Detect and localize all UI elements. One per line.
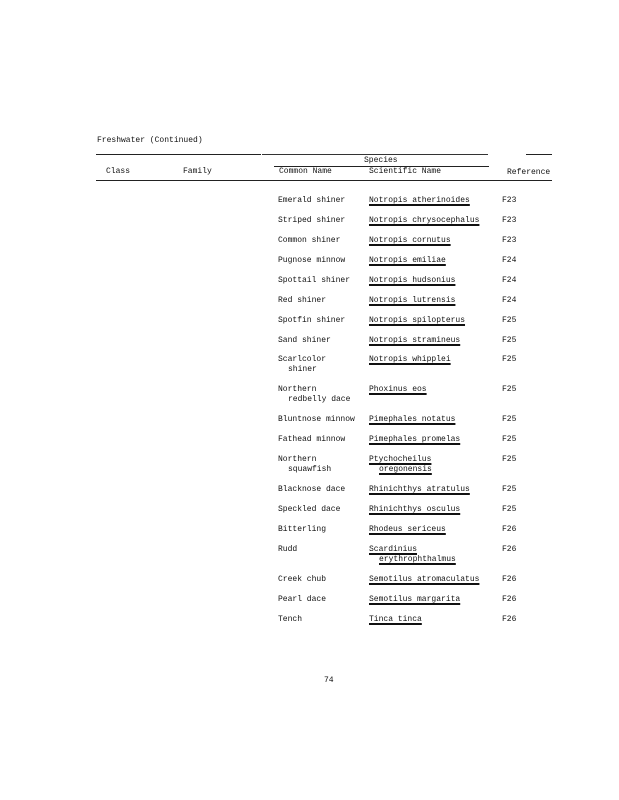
common-name-line: Northern <box>278 455 317 464</box>
common-name-cell <box>278 415 355 425</box>
reference-cell: F26 <box>502 595 517 604</box>
common-name-cell <box>278 525 326 535</box>
scientific-name-line: Notropis whipplei <box>369 355 451 364</box>
reference-cell: F25 <box>502 336 517 345</box>
scientific-name-cell <box>369 615 422 625</box>
scientific-name-cell <box>369 415 455 425</box>
common-name-cell <box>278 435 345 445</box>
reference-cell: F25 <box>502 316 517 325</box>
common-name-cell <box>278 256 345 266</box>
scientific-name-cell <box>369 296 455 306</box>
scientific-name-line: Pimephales promelas <box>369 435 461 444</box>
scientific-name-line: Tinca tinca <box>369 615 422 624</box>
reference-cell: F26 <box>502 525 517 534</box>
common-name-line: Sand shiner <box>278 336 331 345</box>
common-name-cell <box>278 505 340 515</box>
scientific-name-cell <box>369 236 451 246</box>
class-header: Class <box>106 167 131 176</box>
reference-cell: F25 <box>502 485 517 494</box>
reference-cell: F23 <box>502 196 517 205</box>
common-name-line: Striped shiner <box>278 216 346 225</box>
common-name-cell <box>278 355 326 375</box>
common-name-cell <box>278 385 350 405</box>
species-header: Species <box>364 156 398 165</box>
reference-cell: F26 <box>502 545 517 554</box>
scientific-name-cell <box>369 505 460 515</box>
common-name-line: Spotfin shiner <box>278 316 346 325</box>
reference-cell: F23 <box>502 236 517 245</box>
common-name-cell <box>278 216 345 226</box>
scientific-name-line: Scardinius <box>369 545 418 554</box>
common-name-line: Northern <box>278 385 317 394</box>
section-title: Freshwater (Continued) <box>97 136 203 145</box>
scientific-name-cell <box>369 525 446 535</box>
common-name-line: Blacknose dace <box>278 485 346 494</box>
scientific-name-line: Rhodeus sericeus <box>369 525 446 534</box>
scientific-name-cell <box>369 336 460 346</box>
common-name-cell <box>278 545 297 555</box>
common-name-cell <box>278 236 340 246</box>
common-name-line: Pearl dace <box>278 595 327 604</box>
common-name-line: Rudd <box>278 545 298 554</box>
reference-cell: F26 <box>502 575 517 584</box>
page-number: 74 <box>324 676 334 685</box>
common-name-line: Bluntnose minnow <box>278 415 355 424</box>
scientific-name-line: Ptychocheilus <box>369 455 432 464</box>
common-name-line: squawfish <box>288 465 332 474</box>
scientific-name-line: Notropis atherinoides <box>369 196 470 205</box>
header-rule-right-top <box>526 154 552 155</box>
common-name-cell <box>278 575 326 585</box>
common-name-line: Common shiner <box>278 236 341 245</box>
scientific-name-cell <box>369 216 479 226</box>
common-name-line: Fathead minnow <box>278 435 346 444</box>
scientific-name-cell <box>369 355 451 365</box>
header-rule-bottom <box>96 180 552 181</box>
scientific-name-cell <box>369 575 479 585</box>
common-name-cell <box>278 615 302 625</box>
scientific-name-cell <box>369 435 460 445</box>
reference-cell: F25 <box>502 355 517 364</box>
scientific-name-line: Notropis stramineus <box>369 336 461 345</box>
scientific-name-line: Semotilus atromaculatus <box>369 575 480 584</box>
reference-cell: F25 <box>502 415 517 424</box>
reference-cell: F24 <box>502 276 517 285</box>
scientific-name-line: Rhinichthys osculus <box>369 505 461 514</box>
scientific-name-header: Scientific Name <box>369 167 442 176</box>
scientific-name-line: oregonensis <box>379 465 432 474</box>
common-name-line: Speckled dace <box>278 505 341 514</box>
common-name-line: Creek chub <box>278 575 327 584</box>
scientific-name-cell <box>369 385 427 395</box>
scientific-name-line: Notropis spilopterus <box>369 316 466 325</box>
header-rule-left-top <box>96 154 261 155</box>
reference-cell: F25 <box>502 505 517 514</box>
common-name-line: Scarlcolor <box>278 355 327 364</box>
header-rule-species-top <box>262 154 488 155</box>
scientific-name-line: Notropis lutrensis <box>369 296 456 305</box>
scientific-name-line: Notropis chrysocephalus <box>369 216 480 225</box>
common-name-cell <box>278 595 326 605</box>
reference-cell: F24 <box>502 296 517 305</box>
reference-cell: F25 <box>502 455 517 464</box>
scientific-name-cell <box>369 256 446 266</box>
common-name-line: Red shiner <box>278 296 327 305</box>
common-name-cell <box>278 196 345 206</box>
reference-cell: F25 <box>502 435 517 444</box>
scientific-name-cell <box>369 276 455 286</box>
scientific-name-line: Semotilus margarita <box>369 595 461 604</box>
reference-cell: F25 <box>502 385 517 394</box>
common-name-cell <box>278 485 345 495</box>
common-name-cell <box>278 336 331 346</box>
scientific-name-cell <box>369 316 465 326</box>
reference-header: Reference <box>507 168 551 177</box>
common-name-cell <box>278 316 345 326</box>
common-name-line: Spottail shiner <box>278 276 351 285</box>
common-name-line: redbelly dace <box>288 395 351 404</box>
common-name-cell <box>278 455 331 475</box>
scientific-name-cell <box>369 595 460 605</box>
common-name-line: Bitterling <box>278 525 327 534</box>
scientific-name-cell <box>369 485 470 495</box>
scientific-name-line: Notropis hudsonius <box>369 276 456 285</box>
scientific-name-cell <box>369 196 470 206</box>
scientific-name-line: Phoxinus eos <box>369 385 427 394</box>
common-name-header: Common Name <box>279 167 332 176</box>
common-name-cell <box>278 276 350 286</box>
common-name-line: shiner <box>288 365 317 374</box>
scientific-name-line: Notropis emiliae <box>369 256 446 265</box>
common-name-line: Emerald shiner <box>278 196 346 205</box>
reference-cell: F23 <box>502 216 517 225</box>
scientific-name-cell <box>369 455 432 475</box>
scientific-name-cell <box>369 545 456 565</box>
family-header: Family <box>183 167 212 176</box>
reference-cell: F26 <box>502 615 517 624</box>
reference-cell: F24 <box>502 256 517 265</box>
scientific-name-line: erythrophthalmus <box>379 555 456 564</box>
scientific-name-line: Pimephales notatus <box>369 415 456 424</box>
common-name-line: Pugnose minnow <box>278 256 346 265</box>
scientific-name-line: Notropis cornutus <box>369 236 451 245</box>
common-name-cell <box>278 296 326 306</box>
scientific-name-line: Rhinichthys atratulus <box>369 485 470 494</box>
common-name-line: Tench <box>278 615 303 624</box>
